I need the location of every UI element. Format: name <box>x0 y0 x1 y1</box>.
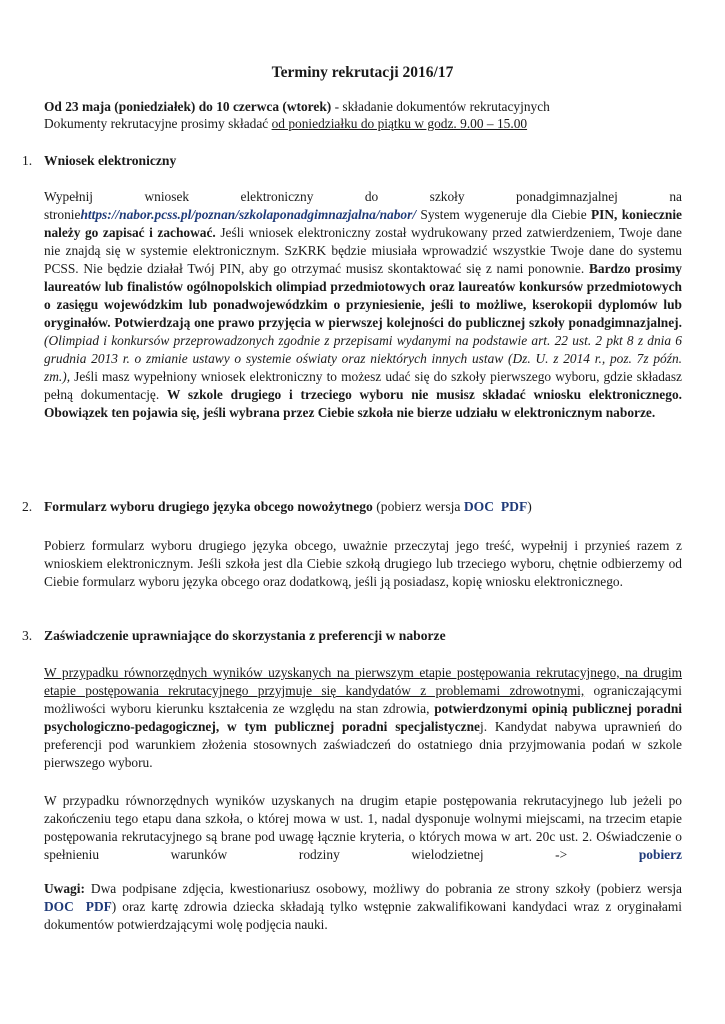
section-3-text: ograniczającymi możliwości wyboru kierunku kształcenia ze względu na stan zdrowia, <box>44 683 683 716</box>
section-3-text: j. Kandydat nabywa uprawnień do preferencji pod warunkiem złożenia stosownych zaświadczeń do ostatniego dnia przyjmowania podań w szkole pierwszego wyboru. <box>44 719 682 770</box>
word: do <box>364 189 379 204</box>
olympiad-reference: (Olimpiad i konkursów przeprowadzonych zgodnie z przepisami wydanymi na podstawie art. 22 ust. 2 pkt 8 z dnia 6 grudnia 2013 r. o zmianie ustawy o systemie oświaty oraz niektórych innych ustaw (Dz. U. z 2014 r., poz. 7z późn. zm.), <box>44 333 682 384</box>
word: na <box>669 189 682 204</box>
section-1-body <box>44 206 682 422</box>
page-title: Terminy rekrutacji 2016/17 <box>271 64 454 81</box>
word: Wypełnij <box>44 189 94 204</box>
section-2-title: Formularz wyboru drugiego języka obcego nowożytnego <box>44 499 373 514</box>
section-1-text: System wygeneruje dla Ciebie <box>416 207 591 222</box>
intro-date-desc: - składanie dokumentów rekrutacyjnych <box>331 99 550 114</box>
section-2-body: Pobierz formularz wyboru drugiego języka obcego, uważnie przeczytaj jego treść, wypełnij i przynieś razem z wnioskiem elektronicznym. Jeśli szkoła jest dla Ciebie szkołą drugiego lub trzeciego wyboru, chętnie odbierzemy od Ciebie formularz wyboru języka obcego oraz dodatkową, jeśli ją posiadasz, kopię wniosku elektronicznego. <box>44 538 682 589</box>
section-1-title: Wniosek elektroniczny <box>44 153 177 168</box>
section-3-heading <box>22 627 682 644</box>
section-1-text: Jeśli wniosek elektroniczny został wydrukowany przed zatwierdzeniem, Twoje dane nie znajdą się w systemie elektronicznym. SzKRK będzie miusiała wprowadzić wszystkie Twoje dane do systemu PCSS. Nie będzie działał Twój PIN, aby go otrzymać musisz skontaktować się z nami ponownie. <box>44 225 682 276</box>
section-2-paren: ) <box>527 499 532 514</box>
pin-save-note: , koniecznie należy go zapisać i zachować. <box>44 207 682 240</box>
section-3-number: 3. <box>22 628 33 643</box>
intro-hours-label: Dokumenty rekrutacyjne prosimy składać <box>44 116 272 131</box>
section-1-number: 1. <box>22 153 33 168</box>
word: szkoły <box>429 189 465 204</box>
notes-text: Dwa podpisane zdjęcia, kwestionariusz osobowy, możliwy do pobrania ze strony szkoły (pobierz wersja <box>84 881 682 896</box>
laureates-note: Bardzo prosimy laureatów lub finalistów ogólnopolskich olimpiad przedmiotowych oraz laureatów konkursów przedmiotowych o zasięgu wojewódzkim lub ponadwojewódzkim o przyniesienie, jeśli to możliwe, kserokopii dyplomów lub oryginałów. Potwierdzają one prawo przyjęcia w pierwszej kolejności do publicznej szkoły ponadgimnazjalnej. <box>44 261 682 330</box>
notes-text: ) oraz kartę zdrowia dziecka składają tylko wstępnie zakwalifikowani kandydaci wraz z oryginałami dokumentów potwierdzającymi wolę podjęcia nauki. <box>44 899 682 932</box>
notes-label: Uwagi: <box>44 881 85 896</box>
stronie-text: stronie <box>44 207 81 222</box>
pin-label: PIN <box>590 207 615 222</box>
intro-dates <box>44 98 684 132</box>
section-3-paragraph-2 <box>44 792 682 864</box>
section-1-text: Jeśli masz wypełniony wniosek elektroniczny to możesz udać się do szkoły pierwszego wyboru, gdzie składasz pełną dokumentację. <box>44 369 682 402</box>
pdf-download-link[interactable]: PDF <box>500 499 528 514</box>
doc-download-link[interactable]: DOC <box>463 499 495 514</box>
notes <box>44 880 682 934</box>
section-1-first-line <box>44 188 682 206</box>
notes-pdf-link[interactable]: PDF <box>85 899 112 914</box>
word: elektroniczny <box>240 189 314 204</box>
intro-hours: od poniedziałku do piątku w godz. 9.00 – 15.00 <box>271 116 528 131</box>
nabor-link[interactable]: https://nabor.pcss.pl/poznan/szkolaponadgimnazjalna/nabor/ <box>80 207 417 222</box>
download-link[interactable]: pobierz <box>638 847 682 862</box>
clinic-opinion: potwierdzonymi opinią publicznej poradni psychologiczno-pedagogicznej, w tym publicznej poradni specjalistyczne <box>44 701 682 734</box>
section-3-title: Zaświadczenie uprawniające do skorzystania z preferencji w naborze <box>44 628 446 643</box>
section-2-number: 2. <box>22 499 33 514</box>
word: wniosek <box>144 189 190 204</box>
preference-rule: W przypadku równorzędnych wyników uzyskanych na pierwszym etapie postępowania rekrutacyjnego, na drugim etapie postępowania rekrutacyjnego przyjmuje się kandydatów z problemami zdrowotnymi, <box>44 665 682 698</box>
section-2-download-text: (pobierz wersja <box>372 499 464 514</box>
intro-date-range: Od 23 maja (poniedziałek) do 10 czerwca (wtorek) <box>44 99 332 114</box>
section-3-text: W przypadku równorzędnych wyników uzyskanych na drugim etapie postępowania rekrutacyjnego lub jeżeli po zakończeniu tego etapu dana szkoła, o której mowa w ust. 1, nadal dysponuje wolnymi miejscami, na trzecim etapie postępowania rekrutacyjnego są brane pod uwagę łącznie kryteria, o których mowa w art. 20c ust. 2. Oświadczenie o spełnieniu warunków rodziny wielodzietnej -> <box>44 793 682 862</box>
section-2-heading <box>22 498 682 515</box>
section-1-heading <box>22 152 682 169</box>
word: ponadgimnazjalnej <box>516 189 618 204</box>
second-choice-note: W szkole drugiego i trzeciego wyboru nie musisz składać wniosku elektronicznego. Obowiązek ten pojawia się, jeśli wybrana przez Ciebie szkoła nie bierze udziału w elektronicznym naborze. <box>44 387 682 420</box>
section-3-paragraph-1 <box>44 664 682 772</box>
notes-doc-link[interactable]: DOC <box>44 899 74 914</box>
